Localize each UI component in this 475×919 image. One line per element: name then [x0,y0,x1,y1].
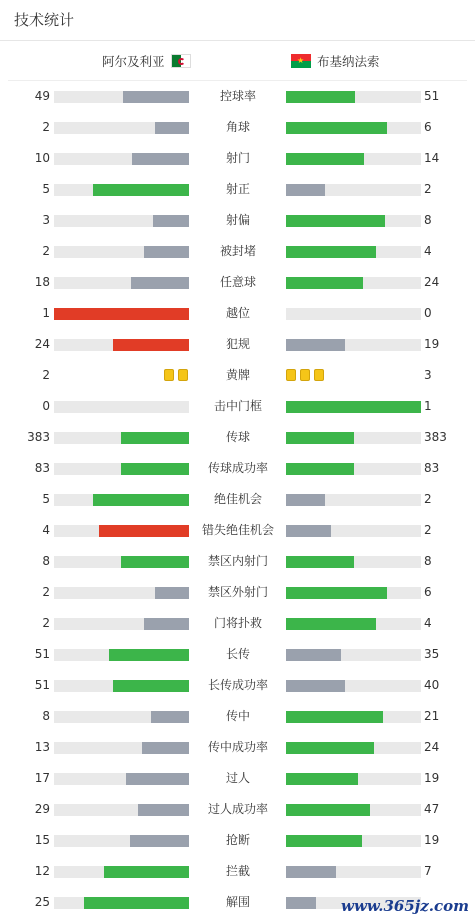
home-bar-fill [144,246,189,258]
stat-row [0,856,475,887]
stat-row [0,732,475,763]
away-value: 21 [424,709,440,723]
stat-row [0,515,475,546]
stat-label: 过人成功率 [207,802,268,816]
away-bar-track [286,463,421,475]
home-bar-track [54,773,189,785]
away-value: 1 [424,399,432,413]
away-bar-track [286,494,421,506]
home-bar-track [54,277,189,289]
home-bar-track [54,587,189,599]
stat-label: 传中 [225,709,250,723]
away-value: 6 [424,585,432,599]
away-value: 3 [424,368,432,382]
stat-label: 越位 [225,306,250,320]
away-team[interactable] [291,52,380,70]
home-value: 4 [42,523,50,537]
away-bar-track [286,432,421,444]
stat-label: 禁区外射门 [207,585,268,599]
stat-label: 禁区内射门 [207,554,268,568]
away-bar-fill [286,153,364,165]
home-value: 17 [34,771,50,785]
stat-row [0,577,475,608]
home-bar-track [54,711,189,723]
stat-row [0,825,475,856]
away-bar-track [286,804,421,816]
home-bar-fill [131,277,189,289]
home-value: 51 [34,678,50,692]
home-value: 13 [34,740,50,754]
stat-row [0,484,475,515]
away-bar-fill [286,742,374,754]
home-value: 1 [42,306,50,320]
stat-label: 长传成功率 [207,678,268,692]
home-team[interactable] [102,52,191,70]
stat-row [0,267,475,298]
away-bar-fill [286,215,385,227]
away-yellow-cards [286,369,324,383]
away-bar-fill [286,432,354,444]
home-bar-track [54,184,189,196]
stat-label: 拦截 [225,864,250,878]
stat-row [0,112,475,143]
away-bar-track [286,866,421,878]
stat-label: 错失绝佳机会 [201,523,274,537]
away-bar-fill [286,246,376,258]
away-value: 40 [424,678,440,692]
yellow-card-icon [164,369,174,381]
stat-row [0,236,475,267]
home-value: 12 [34,864,50,878]
away-value: 19 [424,833,440,847]
home-value: 3 [42,213,50,227]
home-bar-track [54,494,189,506]
stat-label: 射正 [225,182,250,196]
home-bar-fill [138,804,189,816]
home-value: 83 [34,461,50,475]
stat-label: 传中成功率 [207,740,268,754]
home-bar-fill [113,680,189,692]
stat-row [0,205,475,236]
stat-row [0,794,475,825]
stat-row [0,763,475,794]
away-bar-track [286,246,421,258]
stat-label: 角球 [225,120,250,134]
away-bar-track [286,308,421,320]
home-value: 51 [34,647,50,661]
away-bar-fill [286,494,325,506]
stat-row [0,298,475,329]
yellow-card-icon [286,369,296,381]
stat-label: 任意球 [219,275,256,289]
stat-row [0,174,475,205]
away-bar-fill [286,339,345,351]
home-bar-fill [144,618,189,630]
home-bar-track [54,153,189,165]
away-value: 24 [424,740,440,754]
stat-row [0,608,475,639]
home-bar-fill [109,649,189,661]
away-bar-fill [286,122,387,134]
home-yellow-cards [164,369,188,383]
away-bar-track [286,680,421,692]
away-bar-track [286,401,421,413]
home-value: 10 [34,151,50,165]
home-value: 2 [42,585,50,599]
home-value: 29 [34,802,50,816]
away-bar-fill [286,618,376,630]
home-value: 15 [34,833,50,847]
away-bar-track [286,525,421,537]
home-bar-fill [155,587,189,599]
stat-row [0,546,475,577]
home-bar-track [54,432,189,444]
away-bar-fill [286,277,363,289]
stat-label: 长传 [225,647,250,661]
away-bar-fill [286,184,325,196]
away-bar-track [286,835,421,847]
stat-row [0,329,475,360]
home-bar-track [54,742,189,754]
home-team-name: 阿尔及利亚 [102,54,165,69]
away-bar-track [286,215,421,227]
away-value: 383 [424,430,447,444]
home-bar-track [54,866,189,878]
home-value: 18 [34,275,50,289]
away-value: 2 [424,523,432,537]
away-bar-track [286,742,421,754]
away-bar-track [286,556,421,568]
away-value: 6 [424,120,432,134]
away-bar-fill [286,556,354,568]
away-bar-track [286,649,421,661]
away-bar-fill [286,587,387,599]
home-bar-fill [121,432,189,444]
away-value: 24 [424,275,440,289]
stat-label: 绝佳机会 [213,492,262,506]
page-title: 技术统计 [14,11,75,29]
away-value: 4 [424,244,432,258]
home-bar-fill [130,835,189,847]
home-value: 5 [42,492,50,506]
home-value: 2 [42,616,50,630]
stat-row [0,391,475,422]
stat-row [0,701,475,732]
away-bar-fill [286,463,354,475]
away-bar-track [286,91,421,103]
away-value: 7 [424,864,432,878]
stats-list [0,81,475,918]
away-value: 47 [424,802,440,816]
home-bar-track [54,680,189,692]
away-bar-fill [286,835,362,847]
away-bar-track [286,711,421,723]
away-value: 8 [424,554,432,568]
yellow-card-icon [314,369,324,381]
home-bar-fill [151,711,189,723]
home-bar-fill [121,463,189,475]
stat-row [0,670,475,701]
home-bar-fill [132,153,189,165]
teams-header [0,44,475,80]
away-value: 14 [424,151,440,165]
away-bar-fill [286,91,355,103]
home-bar-fill [93,184,189,196]
home-value: 24 [34,337,50,351]
away-value: 0 [424,306,432,320]
away-value: 2 [424,182,432,196]
home-bar-fill [54,308,189,320]
home-bar-track [54,91,189,103]
away-bar-track [286,184,421,196]
stat-row [0,81,475,112]
away-bar-track [286,153,421,165]
home-value: 8 [42,709,50,723]
home-bar-track [54,215,189,227]
away-bar-track [286,587,421,599]
home-value: 5 [42,182,50,196]
home-bar-fill [155,122,189,134]
away-value: 51 [424,89,440,103]
algeria-flag-icon [171,54,191,68]
burkina-faso-flag-icon [291,54,311,68]
stat-label: 控球率 [219,89,256,103]
stat-label: 过人 [225,771,250,785]
stat-label: 被封堵 [219,244,256,258]
away-bar-fill [286,401,421,413]
home-bar-fill [142,742,189,754]
stat-row [0,639,475,670]
stat-label: 门将扑救 [213,616,262,630]
stat-label: 击中门框 [213,399,262,413]
away-bar-track [286,277,421,289]
header [0,0,475,41]
away-bar-track [286,339,421,351]
home-value: 383 [27,430,50,444]
home-value: 8 [42,554,50,568]
home-bar-track [54,897,189,909]
away-value: 8 [424,213,432,227]
away-bar-fill [286,525,331,537]
stat-label: 射门 [225,151,250,165]
home-value: 25 [34,895,50,909]
away-bar-fill [286,773,358,785]
home-bar-track [54,122,189,134]
home-bar-track [54,804,189,816]
home-value: 0 [42,399,50,413]
home-bar-track [54,618,189,630]
away-value: 4 [424,616,432,630]
stat-row [0,360,475,391]
away-value: 35 [424,647,440,661]
watermark: www.365jz.com [341,897,469,915]
yellow-card-icon [178,369,188,381]
home-bar-track [54,649,189,661]
home-bar-fill [104,866,189,878]
home-bar-fill [84,897,189,909]
home-bar-track [54,401,189,413]
away-bar-fill [286,649,341,661]
away-bar-fill [286,711,383,723]
home-bar-track [54,308,189,320]
away-value: 19 [424,771,440,785]
home-bar-fill [99,525,189,537]
home-bar-fill [153,215,189,227]
stat-row [0,422,475,453]
home-bar-track [54,339,189,351]
away-team-name: 布基纳法索 [317,54,380,69]
away-bar-fill [286,680,345,692]
stat-label: 解围 [225,895,250,909]
stat-label: 抢断 [225,833,250,847]
away-bar-track [286,773,421,785]
home-value: 2 [42,244,50,258]
away-value: 19 [424,337,440,351]
home-bar-fill [126,773,189,785]
home-value: 2 [42,368,50,382]
stat-label: 射偏 [225,213,250,227]
home-bar-fill [123,91,189,103]
stat-row [0,143,475,174]
home-bar-track [54,835,189,847]
stat-label: 犯规 [225,337,250,351]
stat-label: 传球成功率 [207,461,268,475]
stat-label: 黄牌 [225,368,250,382]
away-bar-track [286,122,421,134]
away-value: 83 [424,461,440,475]
home-bar-track [54,463,189,475]
home-bar-track [54,525,189,537]
stat-row [0,453,475,484]
away-value: 2 [424,492,432,506]
away-bar-fill [286,804,370,816]
yellow-card-icon [300,369,310,381]
home-bar-fill [113,339,189,351]
away-bar-track [286,618,421,630]
stat-label: 传球 [225,430,250,444]
home-bar-fill [93,494,189,506]
away-bar-fill [286,897,316,909]
away-bar-fill [286,866,336,878]
home-value: 2 [42,120,50,134]
home-bar-track [54,246,189,258]
home-bar-fill [121,556,189,568]
home-bar-track [54,556,189,568]
home-value: 49 [34,89,50,103]
